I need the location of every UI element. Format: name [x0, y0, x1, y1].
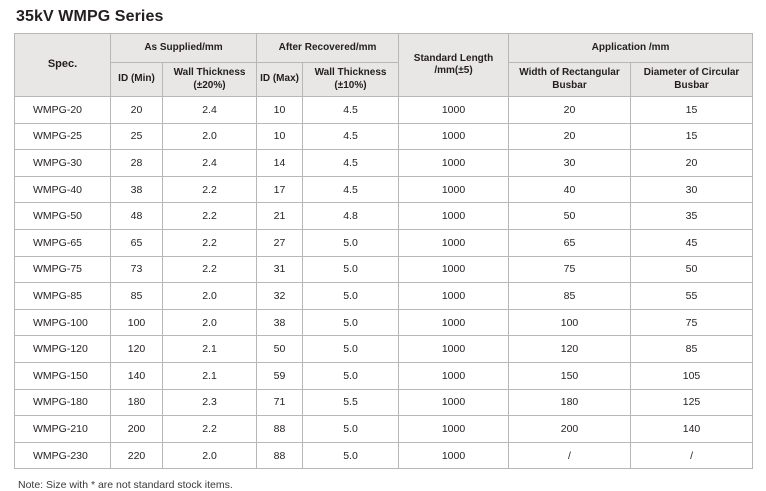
table-cell: 1000 — [399, 256, 509, 283]
table-cell: 28 — [111, 150, 163, 177]
table-cell: 20 — [509, 97, 631, 124]
table-row — [15, 442, 753, 469]
table-cell: 5.0 — [303, 336, 399, 363]
table-row — [15, 283, 753, 310]
table-cell: 31 — [257, 256, 303, 283]
table-cell: 120 — [509, 336, 631, 363]
table-cell: 20 — [631, 150, 753, 177]
table-cell: 100 — [509, 309, 631, 336]
cell-spec-name: WMPG-100 — [15, 309, 111, 336]
table-cell: 1000 — [399, 123, 509, 150]
table-cell: 140 — [111, 362, 163, 389]
specification-table — [14, 33, 753, 469]
table-cell: 2.0 — [163, 309, 257, 336]
table-cell: 2.0 — [163, 283, 257, 310]
table-cell: 1000 — [399, 283, 509, 310]
table-cell: 4.5 — [303, 150, 399, 177]
table-cell: 2.2 — [163, 256, 257, 283]
table-cell: 40 — [509, 176, 631, 203]
table-cell: 105 — [631, 362, 753, 389]
cell-spec-name: WMPG-20 — [15, 97, 111, 124]
header-after-recovered: After Recovered/mm — [257, 34, 399, 63]
table-cell: 2.2 — [163, 203, 257, 230]
table-cell: 2.2 — [163, 176, 257, 203]
subheader-wall-thickness-supplied: Wall Thickness (±20%) — [163, 63, 257, 97]
table-cell: 55 — [631, 283, 753, 310]
table-row — [15, 123, 753, 150]
table-cell: 2.4 — [163, 150, 257, 177]
table-cell: 140 — [631, 416, 753, 443]
table-cell: 1000 — [399, 203, 509, 230]
table-cell: 5.0 — [303, 362, 399, 389]
header-standard-length: Standard Length /mm(±5) — [399, 34, 509, 97]
table-cell: 5.0 — [303, 309, 399, 336]
table-cell: / — [509, 442, 631, 469]
table-cell: 2.1 — [163, 336, 257, 363]
table-cell: 4.5 — [303, 97, 399, 124]
table-cell: 1000 — [399, 389, 509, 416]
cell-spec-name: WMPG-150 — [15, 362, 111, 389]
table-cell: 73 — [111, 256, 163, 283]
subheader-wall-thickness-recovered: Wall Thickness (±10%) — [303, 63, 399, 97]
table-cell: 180 — [509, 389, 631, 416]
table-cell: 30 — [631, 176, 753, 203]
table-row — [15, 229, 753, 256]
cell-spec-name: WMPG-40 — [15, 176, 111, 203]
table-cell: 1000 — [399, 97, 509, 124]
table-row — [15, 176, 753, 203]
table-row — [15, 416, 753, 443]
table-cell: 2.3 — [163, 389, 257, 416]
table-cell: 1000 — [399, 416, 509, 443]
cell-spec-name: WMPG-85 — [15, 283, 111, 310]
table-row — [15, 389, 753, 416]
cell-spec-name: WMPG-120 — [15, 336, 111, 363]
table-cell: 10 — [257, 123, 303, 150]
table-cell: 65 — [111, 229, 163, 256]
header-as-supplied: As Supplied/mm — [111, 34, 257, 63]
table-cell: / — [631, 442, 753, 469]
cell-spec-name: WMPG-75 — [15, 256, 111, 283]
subheader-diameter-circular-busbar: Diameter of Circular Busbar — [631, 63, 753, 97]
cell-spec-name: WMPG-50 — [15, 203, 111, 230]
table-cell: 5.0 — [303, 416, 399, 443]
table-row — [15, 309, 753, 336]
table-cell: 2.0 — [163, 442, 257, 469]
table-cell: 15 — [631, 97, 753, 124]
header-spec: Spec. — [15, 34, 111, 97]
cell-spec-name: WMPG-210 — [15, 416, 111, 443]
table-cell: 1000 — [399, 362, 509, 389]
table-cell: 5.0 — [303, 442, 399, 469]
table-cell: 2.4 — [163, 97, 257, 124]
table-cell: 220 — [111, 442, 163, 469]
header-group-row — [15, 34, 753, 63]
table-cell: 5.5 — [303, 389, 399, 416]
table-cell: 1000 — [399, 442, 509, 469]
table-cell: 14 — [257, 150, 303, 177]
table-row — [15, 362, 753, 389]
cell-spec-name: WMPG-180 — [15, 389, 111, 416]
table-cell: 50 — [257, 336, 303, 363]
table-cell: 2.1 — [163, 362, 257, 389]
header-application: Application /mm — [509, 34, 753, 63]
table-cell: 2.0 — [163, 123, 257, 150]
table-cell: 21 — [257, 203, 303, 230]
table-cell: 1000 — [399, 309, 509, 336]
page-title: 35kV WMPG Series — [16, 8, 164, 25]
table-cell: 1000 — [399, 150, 509, 177]
table-row — [15, 256, 753, 283]
table-cell: 20 — [111, 97, 163, 124]
table-cell: 48 — [111, 203, 163, 230]
subheader-width-rectangular-busbar: Width of Rectangular Busbar — [509, 63, 631, 97]
table-cell: 1000 — [399, 229, 509, 256]
table-cell: 88 — [257, 416, 303, 443]
cell-spec-name: WMPG-30 — [15, 150, 111, 177]
table-cell: 150 — [509, 362, 631, 389]
table-cell: 17 — [257, 176, 303, 203]
header-sub-row — [15, 63, 753, 97]
table-cell: 2.2 — [163, 229, 257, 256]
table-cell: 50 — [631, 256, 753, 283]
table-cell: 75 — [509, 256, 631, 283]
table-cell: 20 — [509, 123, 631, 150]
table-cell: 10 — [257, 97, 303, 124]
table-cell: 88 — [257, 442, 303, 469]
table-cell: 65 — [509, 229, 631, 256]
table-cell: 50 — [509, 203, 631, 230]
table-cell: 4.8 — [303, 203, 399, 230]
table-cell: 25 — [111, 123, 163, 150]
cell-spec-name: WMPG-65 — [15, 229, 111, 256]
table-cell: 32 — [257, 283, 303, 310]
table-cell: 35 — [631, 203, 753, 230]
table-cell: 2.2 — [163, 416, 257, 443]
table-cell: 1000 — [399, 176, 509, 203]
table-cell: 45 — [631, 229, 753, 256]
table-cell: 200 — [111, 416, 163, 443]
table-cell: 1000 — [399, 336, 509, 363]
table-note: Note: Size with * are not standard stock items. — [18, 479, 233, 491]
cell-spec-name: WMPG-25 — [15, 123, 111, 150]
table-row — [15, 150, 753, 177]
table-cell: 5.0 — [303, 256, 399, 283]
table-cell: 30 — [509, 150, 631, 177]
table-cell: 85 — [509, 283, 631, 310]
cell-spec-name: WMPG-230 — [15, 442, 111, 469]
table-cell: 4.5 — [303, 176, 399, 203]
table-cell: 200 — [509, 416, 631, 443]
table-header — [15, 34, 753, 97]
table-cell: 85 — [111, 283, 163, 310]
table-cell: 15 — [631, 123, 753, 150]
table-cell: 5.0 — [303, 229, 399, 256]
table-row — [15, 97, 753, 124]
table-cell: 4.5 — [303, 123, 399, 150]
table-cell: 85 — [631, 336, 753, 363]
subheader-id-max: ID (Max) — [257, 63, 303, 97]
table-cell: 38 — [111, 176, 163, 203]
table-body — [15, 97, 753, 469]
table-cell: 75 — [631, 309, 753, 336]
table-row — [15, 336, 753, 363]
table-cell: 120 — [111, 336, 163, 363]
table-cell: 125 — [631, 389, 753, 416]
table-cell: 180 — [111, 389, 163, 416]
table-row — [15, 203, 753, 230]
table-cell: 59 — [257, 362, 303, 389]
table-cell: 27 — [257, 229, 303, 256]
subheader-id-min: ID (Min) — [111, 63, 163, 97]
table-cell: 71 — [257, 389, 303, 416]
table-cell: 100 — [111, 309, 163, 336]
table-cell: 38 — [257, 309, 303, 336]
table-cell: 5.0 — [303, 283, 399, 310]
